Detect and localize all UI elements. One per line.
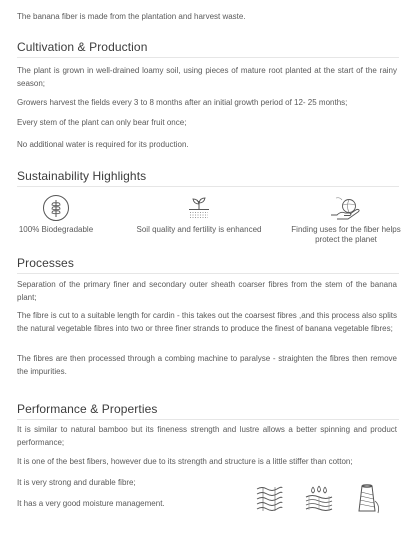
processes-paragraph: Separation of the primary finer and secondary outer sheath coarser fibres from the stem of the banana plant; [17,280,397,302]
processes-paragraph: The fibre is cut to a suitable length for cardin - this takes out the coarsest fibres ,and this process also splits the natural vegetable fibres into two or three finer strands to produce the finest of banana vegetable fibres; [17,311,397,333]
feature-label: Finding uses for the fiber helps protect the planet [291,225,401,244]
feature-label: Soil quality and fertility is enhanced [136,225,262,234]
cultivation-heading: Cultivation & Production [17,40,148,54]
performance-heading: Performance & Properties [17,402,158,416]
feature-soil-quality [133,194,265,235]
yarn-spool-icon [352,483,382,515]
section-divider [17,57,399,58]
performance-paragraph: It is very strong and durable fibre; [17,478,136,487]
hand-planet-icon [328,194,364,222]
cultivation-paragraph: No additional water is required for its production. [17,140,189,149]
fiber-strands-icon [254,484,284,514]
processes-paragraph: The fibres are then processed through a combing machine to paralyse - straighten the fibres then remove the impurities. [17,354,397,376]
section-divider [17,186,399,187]
sprout-soil-icon [185,194,213,222]
section-divider [17,419,399,420]
cultivation-paragraph: Growers harvest the fields every 3 to 8 months after an initial growth period of 12- 25 months; [17,98,348,107]
sustainability-heading: Sustainability Highlights [17,169,147,183]
cultivation-paragraph: Every stem of the plant can only bear fruit once; [17,118,187,127]
moisture-fabric-icon [303,484,335,514]
feature-label: 100% Biodegradable [18,225,94,234]
feature-protect-planet [288,194,404,245]
processes-heading: Processes [17,256,74,270]
cultivation-paragraph: The plant is grown in well-drained loamy soil, using pieces of mature root planted at the start of the rainy season; [17,66,397,88]
performance-paragraph: It is one of the best fibers, however due to its strength and structure is a little stiffer than cotton; [17,457,353,466]
feature-biodegradable [4,194,108,235]
section-divider [17,273,399,274]
performance-paragraph: It is similar to natural bamboo but its fineness strength and lustre allows a better spinning and product performance; [17,425,397,447]
performance-paragraph: It has a very good moisture management. [17,499,165,508]
wheat-leaf-icon [42,194,70,222]
intro-text: The banana fiber is made from the plantation and harvest waste. [17,12,246,21]
